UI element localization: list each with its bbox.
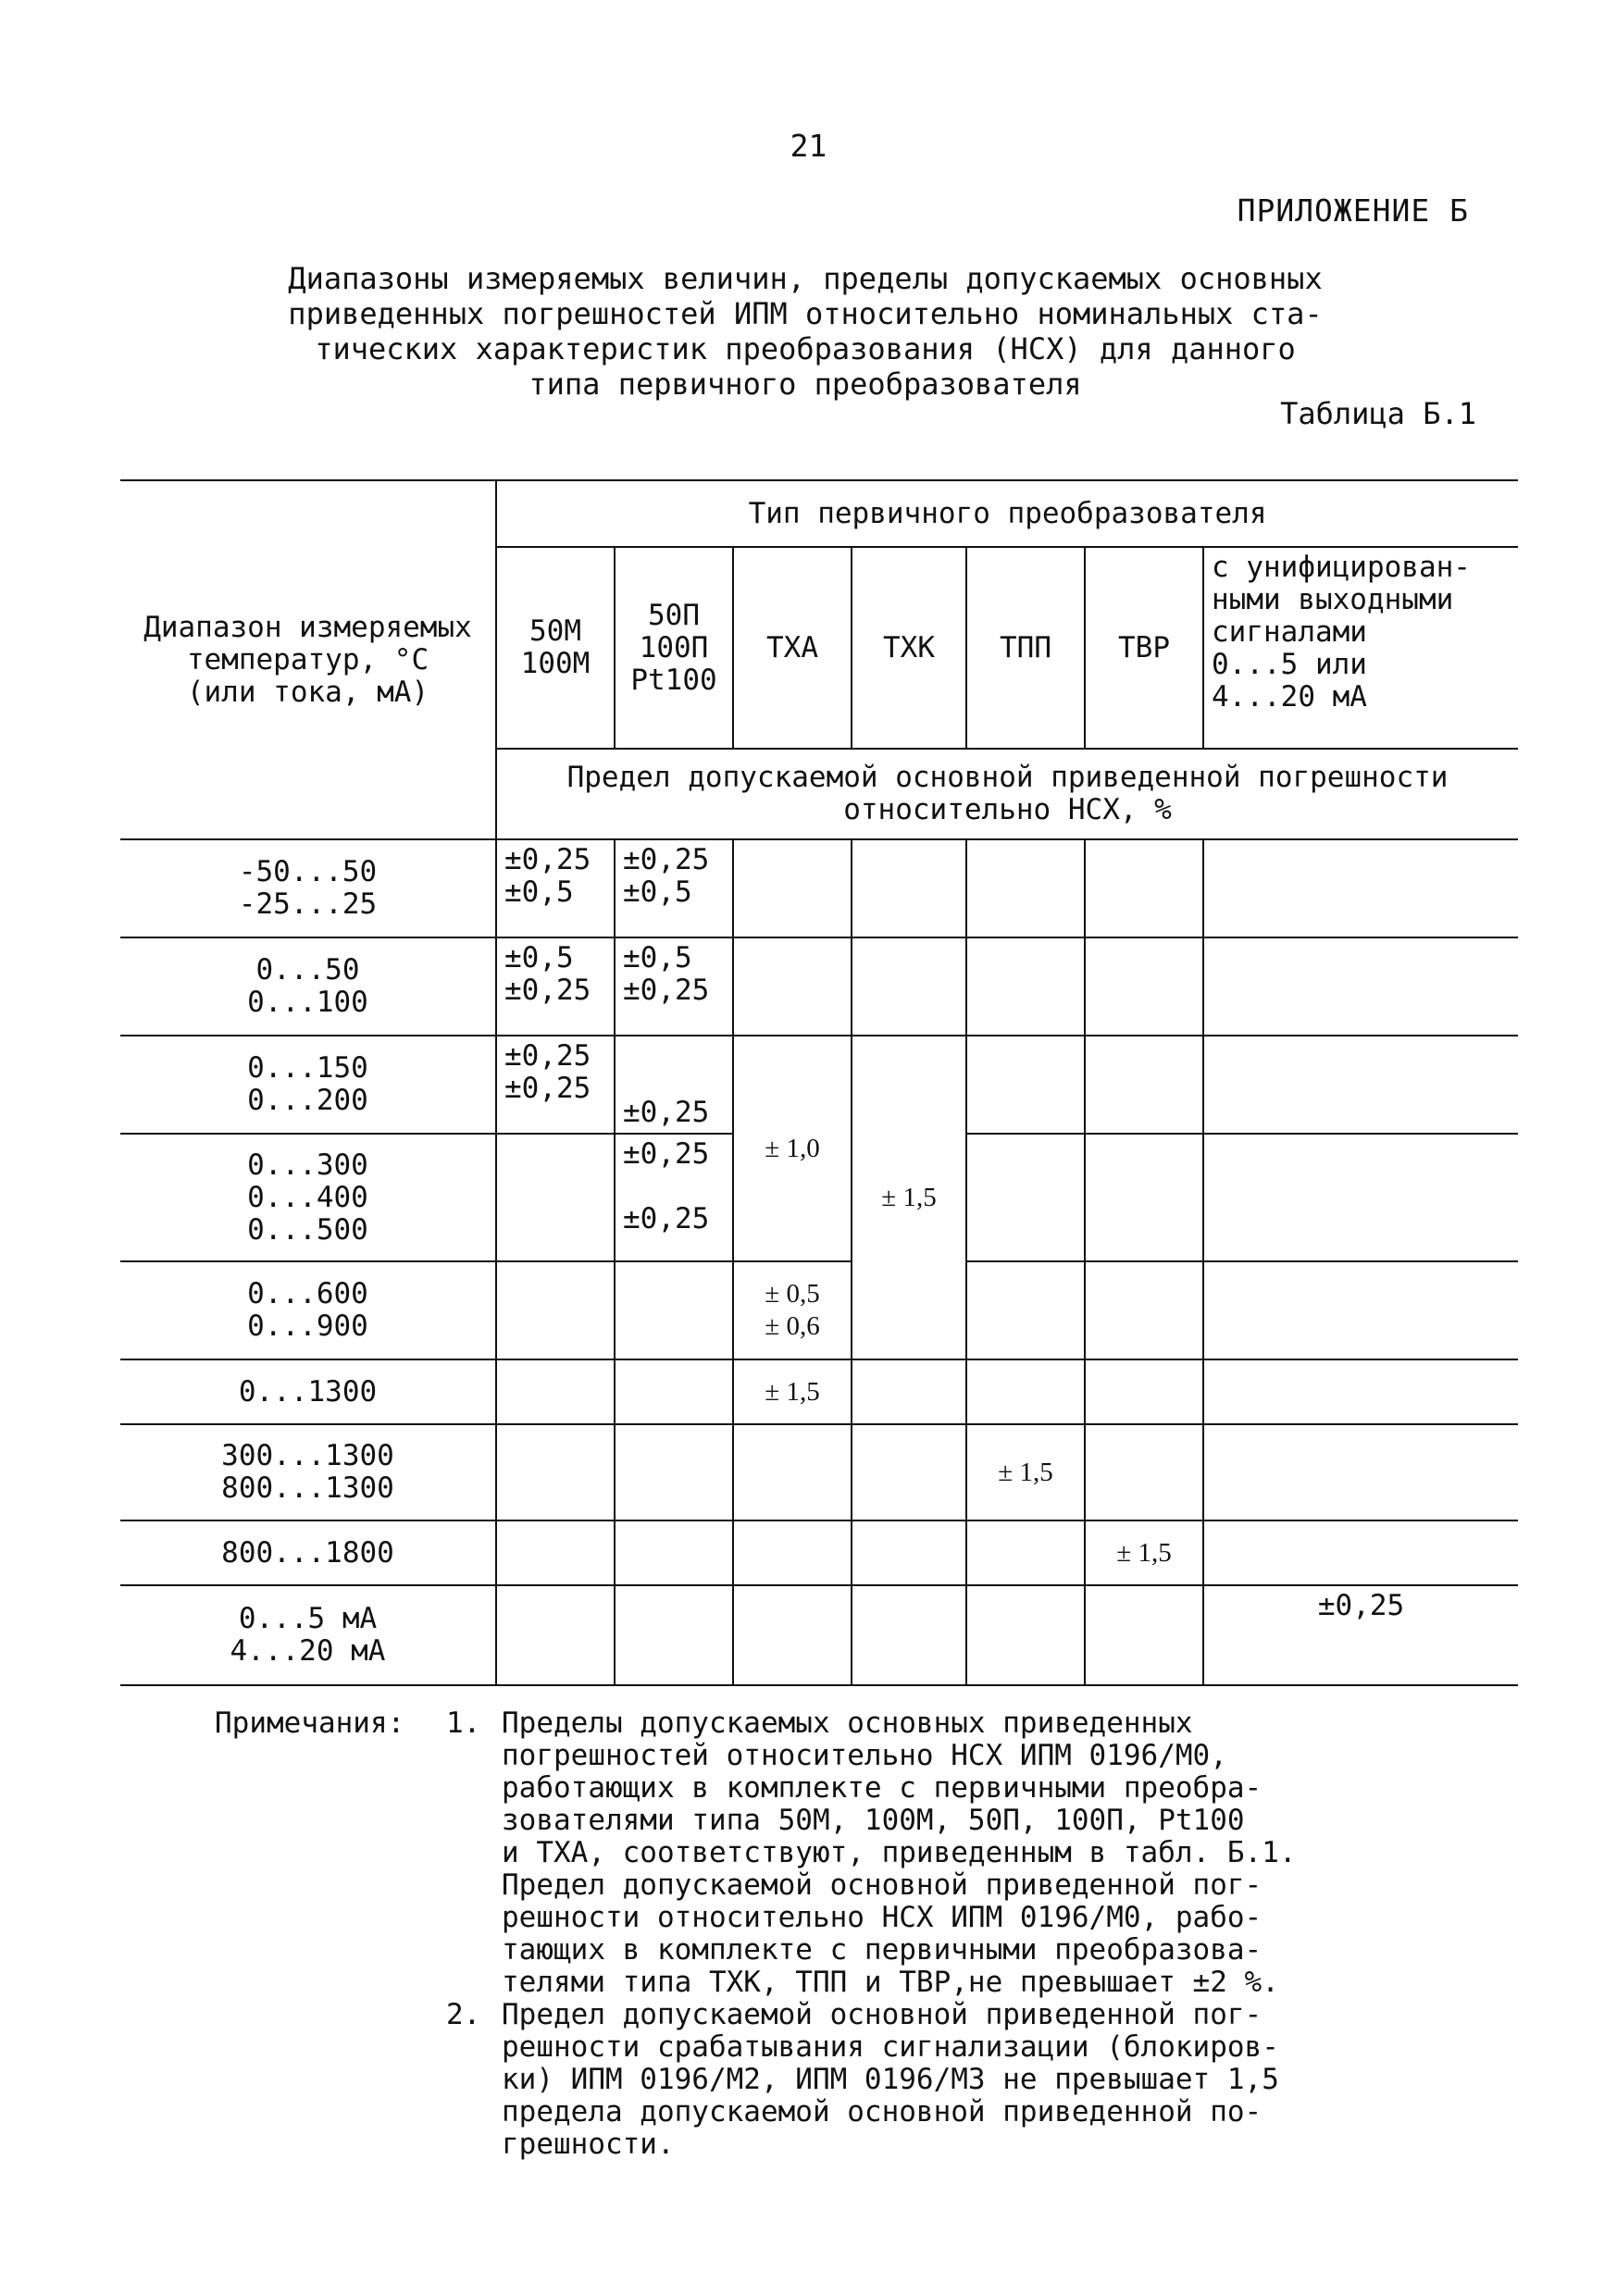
note-2	[215, 1999, 1446, 2161]
column-header-txa: ТХА	[733, 547, 852, 749]
cell-50m	[496, 1036, 615, 1134]
cell-unified: ±0,25	[1203, 1585, 1518, 1685]
error-value: ±0,25	[623, 974, 710, 1007]
range-cell	[120, 1261, 496, 1359]
cell-50m	[496, 1585, 615, 1685]
cell-txk	[852, 937, 966, 1036]
cell-txa	[733, 1520, 852, 1585]
cell-tvr	[1085, 1036, 1203, 1134]
column-header-unified	[1203, 547, 1518, 749]
cell-txk	[852, 1520, 966, 1585]
cell-unified	[1203, 1359, 1518, 1424]
range-cell	[120, 839, 496, 937]
cell-txa	[733, 1424, 852, 1520]
error-header	[496, 749, 1518, 839]
range-value: 0...400	[247, 1180, 368, 1214]
range-header-line: Диапазон измеряемых	[143, 610, 472, 644]
column-header-tpp: ТПП	[966, 547, 1085, 749]
header-row-type	[120, 480, 1518, 547]
table-row	[120, 1520, 1518, 1585]
table-row	[120, 937, 1518, 1036]
error-value: ±0,25	[623, 1137, 710, 1171]
cell-unified	[1203, 839, 1518, 937]
cell-unified	[1203, 1134, 1518, 1261]
cell-txa	[733, 1261, 852, 1359]
document-heading	[208, 261, 1402, 402]
heading-line: Диапазоны измеряемых величин, пределы допускаемых основных	[288, 261, 1323, 296]
cell-tvr	[1085, 937, 1203, 1036]
range-header-line: (или тока, мА)	[186, 675, 429, 709]
range-cell	[120, 1424, 496, 1520]
cell-50p	[615, 1424, 733, 1520]
cell-txa-merged: ± 1,0	[733, 1036, 852, 1261]
range-cell	[120, 937, 496, 1036]
cell-txk	[852, 1359, 966, 1424]
cell-50m	[496, 839, 615, 937]
cell-txk-merged: ± 1,5	[852, 1036, 966, 1359]
cell-50p	[615, 937, 733, 1036]
range-cell: 800...1800	[120, 1520, 496, 1585]
column-header-tvr: ТВР	[1085, 547, 1203, 749]
cell-tvr	[1085, 839, 1203, 937]
cell-50m	[496, 1261, 615, 1359]
cell-50p	[615, 1585, 733, 1685]
appendix-title: ПРИЛОЖЕНИЕ Б	[1237, 192, 1469, 229]
range-cell	[120, 1134, 496, 1261]
error-value: ±0,25	[504, 843, 591, 876]
accuracy-table	[120, 479, 1518, 1686]
cell-50m	[496, 1134, 615, 1261]
table-row	[120, 1424, 1518, 1520]
header-line: с унифицирован-	[1212, 551, 1471, 584]
note-line: телями типа ТХК, ТПП и ТВР,не превышает ±2 %.	[502, 1966, 1279, 1999]
range-value: 0...100	[247, 986, 368, 1019]
table-row	[120, 1261, 1518, 1359]
cell-50m	[496, 937, 615, 1036]
note-text	[502, 1707, 1409, 1999]
cell-txa	[733, 1585, 852, 1685]
cell-tpp	[966, 1359, 1085, 1424]
note-text	[502, 1999, 1409, 2161]
cell-tpp	[966, 839, 1085, 937]
cell-tpp	[966, 1261, 1085, 1359]
error-value: ±0,25	[504, 1039, 591, 1073]
sensor-type-header: Тип первичного преобразователя	[496, 480, 1518, 547]
error-value: ±0,5	[504, 875, 574, 909]
range-header-cell	[120, 480, 496, 839]
note-line: Предел допускаемой основной приведенной пог-	[502, 1868, 1263, 1902]
notes-section	[215, 1707, 1446, 2161]
cell-50p	[615, 839, 733, 937]
cell-50m	[496, 1424, 615, 1520]
column-header-50p	[615, 547, 733, 749]
cell-tvr	[1085, 1261, 1203, 1359]
cell-tpp	[966, 1520, 1085, 1585]
header-line: 100М	[520, 647, 591, 680]
cell-tvr	[1085, 1359, 1203, 1424]
cell-unified	[1203, 937, 1518, 1036]
header-line: Pt100	[630, 663, 717, 697]
table-row	[120, 839, 1518, 937]
table-row	[120, 1036, 1518, 1134]
cell-50p	[615, 1036, 733, 1134]
error-value: ±0,5	[623, 941, 692, 974]
note-line: ки) ИПМ 0196/М2, ИПМ 0196/М3 не превышает 1,5	[502, 2063, 1279, 2096]
error-value: ±0,5	[623, 875, 692, 909]
error-value: ±0,25	[504, 1072, 591, 1105]
note-line: решности относительно НСХ ИПМ 0196/М0, рабо-	[502, 1901, 1263, 1934]
header-line: Предел допускаемой основной приведенной погрешности	[566, 761, 1449, 794]
notes-label: Примечания:	[215, 1706, 405, 1740]
error-value: ± 0,6	[765, 1311, 820, 1341]
note-line: Пределы допускаемых основных приведенных	[502, 1706, 1193, 1740]
header-line: 0...5 или	[1212, 648, 1367, 681]
note-line: грешности.	[502, 2128, 675, 2161]
cell-txa	[733, 937, 852, 1036]
error-value: ±0,25	[504, 974, 591, 1007]
range-value: 300...1300	[221, 1439, 394, 1472]
cell-unified	[1203, 1424, 1518, 1520]
heading-line: типа первичного преобразователя	[529, 366, 1082, 402]
note-line: зователями типа 50М, 100М, 50П, 100П, Pt100	[502, 1804, 1245, 1837]
note-line: решности срабатывания сигнализации (блокиров-	[502, 2030, 1279, 2064]
header-line: 100П	[639, 630, 709, 664]
range-value: 0...50	[255, 953, 360, 987]
cell-50p	[615, 1520, 733, 1585]
cell-txk	[852, 1424, 966, 1520]
note-line: работающих в комплекте с первичными преобра-	[502, 1771, 1263, 1805]
range-cell: 0...1300	[120, 1359, 496, 1424]
range-value: -50...50	[238, 855, 378, 888]
heading-line: тических характеристик преобразования (НСХ) для данного	[315, 331, 1296, 366]
range-value: 0...200	[247, 1084, 368, 1117]
cell-50m	[496, 1359, 615, 1424]
page-number: 21	[790, 128, 827, 164]
header-line: ными выходными	[1212, 583, 1454, 616]
error-value: ±0,25	[623, 1202, 710, 1235]
header-line: относительно НСХ, %	[843, 793, 1172, 826]
range-value: 0...5 мА	[238, 1602, 378, 1635]
cell-unified	[1203, 1036, 1518, 1134]
header-line: 4...20 мА	[1212, 680, 1367, 714]
range-value: 0...600	[247, 1277, 368, 1310]
note-number: 2.	[446, 1998, 481, 2031]
header-line: 50М	[529, 614, 581, 648]
error-value: ±0,25	[623, 843, 710, 876]
range-value: -25...25	[238, 887, 378, 921]
cell-unified	[1203, 1520, 1518, 1585]
range-cell	[120, 1036, 496, 1134]
range-value: 0...150	[247, 1051, 368, 1085]
cell-50p	[615, 1261, 733, 1359]
cell-tvr	[1085, 1585, 1203, 1685]
table-label: Таблица Б.1	[1280, 396, 1476, 431]
cell-tpp	[966, 1585, 1085, 1685]
cell-tvr	[1085, 1424, 1203, 1520]
range-value: 0...500	[247, 1212, 368, 1247]
cell-50p	[615, 1359, 733, 1424]
cell-tpp	[966, 937, 1085, 1036]
range-header-line: температур, °C	[186, 642, 429, 676]
column-header-txk: ТХК	[852, 547, 966, 749]
heading-line: приведенных погрешностей ИПМ относительно номинальных ста-	[288, 296, 1323, 331]
range-value: 0...300	[247, 1148, 368, 1182]
cell-txa	[733, 839, 852, 937]
note-line: Предел допускаемой основной приведенной пог-	[502, 1998, 1263, 2031]
cell-tvr: ± 1,5	[1085, 1520, 1203, 1585]
cell-50p	[615, 1134, 733, 1261]
cell-50m	[496, 1520, 615, 1585]
note-number: 1.	[446, 1706, 481, 1740]
header-line: 50П	[648, 598, 700, 632]
cell-txk	[852, 839, 966, 937]
error-value: ± 0,5	[765, 1279, 820, 1309]
table-row	[120, 1359, 1518, 1424]
note-line: погрешностей относительно НСХ ИПМ 0196/М0,	[502, 1739, 1227, 1772]
note-1	[215, 1707, 1446, 1999]
cell-tpp	[966, 1134, 1085, 1261]
range-value: 800...1300	[221, 1471, 394, 1505]
note-line: и ТХА, соответствуют, приведенным в табл. Б.1.	[502, 1836, 1297, 1869]
error-value: ±0,5	[504, 941, 574, 974]
cell-tvr	[1085, 1134, 1203, 1261]
cell-txa: ± 1,5	[733, 1359, 852, 1424]
cell-tpp: ± 1,5	[966, 1424, 1085, 1520]
header-line: сигналами	[1212, 615, 1367, 649]
cell-unified	[1203, 1261, 1518, 1359]
range-cell	[120, 1585, 496, 1685]
table-row	[120, 1585, 1518, 1685]
column-header-50m	[496, 547, 615, 749]
cell-tpp	[966, 1036, 1085, 1134]
note-line: тающих в комплекте с первичными преобразова-	[502, 1933, 1263, 1967]
note-line: предела допускаемой основной приведенной по-	[502, 2095, 1263, 2128]
cell-txk	[852, 1585, 966, 1685]
range-value: 4...20 мА	[230, 1634, 386, 1668]
error-value: ±0,25	[623, 1096, 710, 1129]
range-value: 0...900	[247, 1309, 368, 1343]
